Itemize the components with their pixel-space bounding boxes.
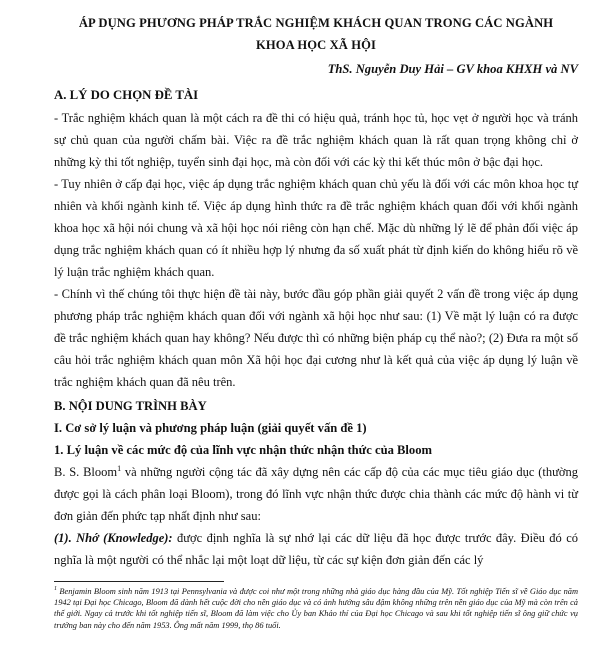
author-line: ThS. Nguyễn Duy Hải – GV khoa KHXH và NV [327,62,578,76]
title-line-2: KHOA HỌC XÃ HỘI [255,38,377,52]
paragraph-4 [54,461,578,527]
footnote [54,586,578,631]
paragraph-1: - Trắc nghiệm khách quan là một cách ra đề thi có hiệu quả, tránh học tủ, học vẹt ở người học và tránh sự chủ quan của người chấm bài. Việc ra đề trắc nghiệm khách quan là rất quan trọng không chỉ ở những kỳ thi tốt nghiệp, tuyển sinh đại học, mà còn đối với các kỳ thi kết thúc môn ở bậc đại học. [54,111,578,169]
paragraph-5 [54,527,578,571]
knowledge-lead: (1). Nhớ (Knowledge): [54,531,173,545]
subsection-i-heading: I. Cơ sở lý luận và phương pháp luận (giải quyết vấn đề 1) [54,421,367,435]
paragraph-4-text: và những người cộng tác đã xây dựng nên các cấp độ của các mục tiêu giáo dục (thường được gọi là cách phân loại Bloom), trong đó lĩnh vực nhận thức được chia thành các mức độ hành vi từ đơn giản đến phức tạp nhất định như sau: [54,465,578,523]
title-line-1: ÁP DỤNG PHƯƠNG PHÁP TRẮC NGHIỆM KHÁCH QUAN TRONG CÁC NGÀNH [78,16,554,30]
document-title [54,12,578,56]
footnote-number: 1 [54,586,57,593]
footnote-text: Benjamin Bloom sinh năm 1913 tại Pennsylvania và được coi như một trong những nhà giáo dục hàng đầu của Mỹ. Tốt nghiệp Tiến sĩ về Giáo dục năm 1942 tại Đại học Chicago, Bloom đã dành hết cuộc đời cho nền giáo dục và có ảnh hưởng sâu đậm không những trên nền giáo dục của Mỹ mà còn trên cả thế giới. Ngay cả trước khi tốt nghiệp tiến sĩ, Bloom đã làm việc cho Ủy ban Khảo thí của Đại học Chicago và sau khi tốt nghiệp tiến sĩ ông giữ chức vụ trưởng ban này cho đến năm 1953. Ông mất năm 1999, thọ 86 tuổi. [54,587,578,630]
paragraph-5-text: được định nghĩa là sự nhớ lại các dữ liệu đã học được trước đây. Điều đó có nghĩa là một người có thể nhắc lại một loạt dữ liệu, từ các sự kiện đơn giản đến các lý [54,531,578,567]
section-b-heading: B. NỘI DUNG TRÌNH BÀY [54,399,207,413]
footnote-divider [54,581,224,582]
section-a-heading: A. LÝ DO CHỌN ĐỀ TÀI [54,88,199,102]
paragraph-2: - Tuy nhiên ở cấp đại học, việc áp dụng trắc nghiệm khách quan chủ yếu là đối với các môn khoa học tự nhiên và khối ngành kinh tế. Việc áp dụng hình thức ra đề trắc nghiệm khách quan đối với khối ngành khoa học xã hội nói chung và xã hội học nói riêng còn hạn chế. Mặc dù những lý lẽ để phản đối việc áp dụng trắc nghiệm khách quan có ít nhiều hợp lý nhưng đa số xuất phát từ định kiến do không hiểu rõ về lý luận trắc nghiệm khách quan. [54,177,578,279]
bloom-name: B. S. Bloom [54,465,118,479]
subsection-1-heading: 1. Lý luận về các mức độ của lĩnh vực nhận thức nhận thức của Bloom [54,443,432,457]
footnote-ref[interactable]: 1 [117,463,122,473]
paragraph-3: - Chính vì thế chúng tôi thực hiện đề tài này, bước đầu góp phần giải quyết 2 vấn đề trong việc áp dụng phương pháp trắc nghiệm khách quan đối với ngành xã hội học như sau: (1) Về mặt lý luận có ra được đề trắc nghiệm khách quan hay không? Nếu được thì có những biện pháp cụ thể nào?; (2) Đưa ra một số câu hỏi trắc nghiệm khách quan môn Xã hội học đại cương như là kết quả của việc áp dụng lý luận về trắc nghiệm khách quan đã nêu trên. [54,287,578,389]
